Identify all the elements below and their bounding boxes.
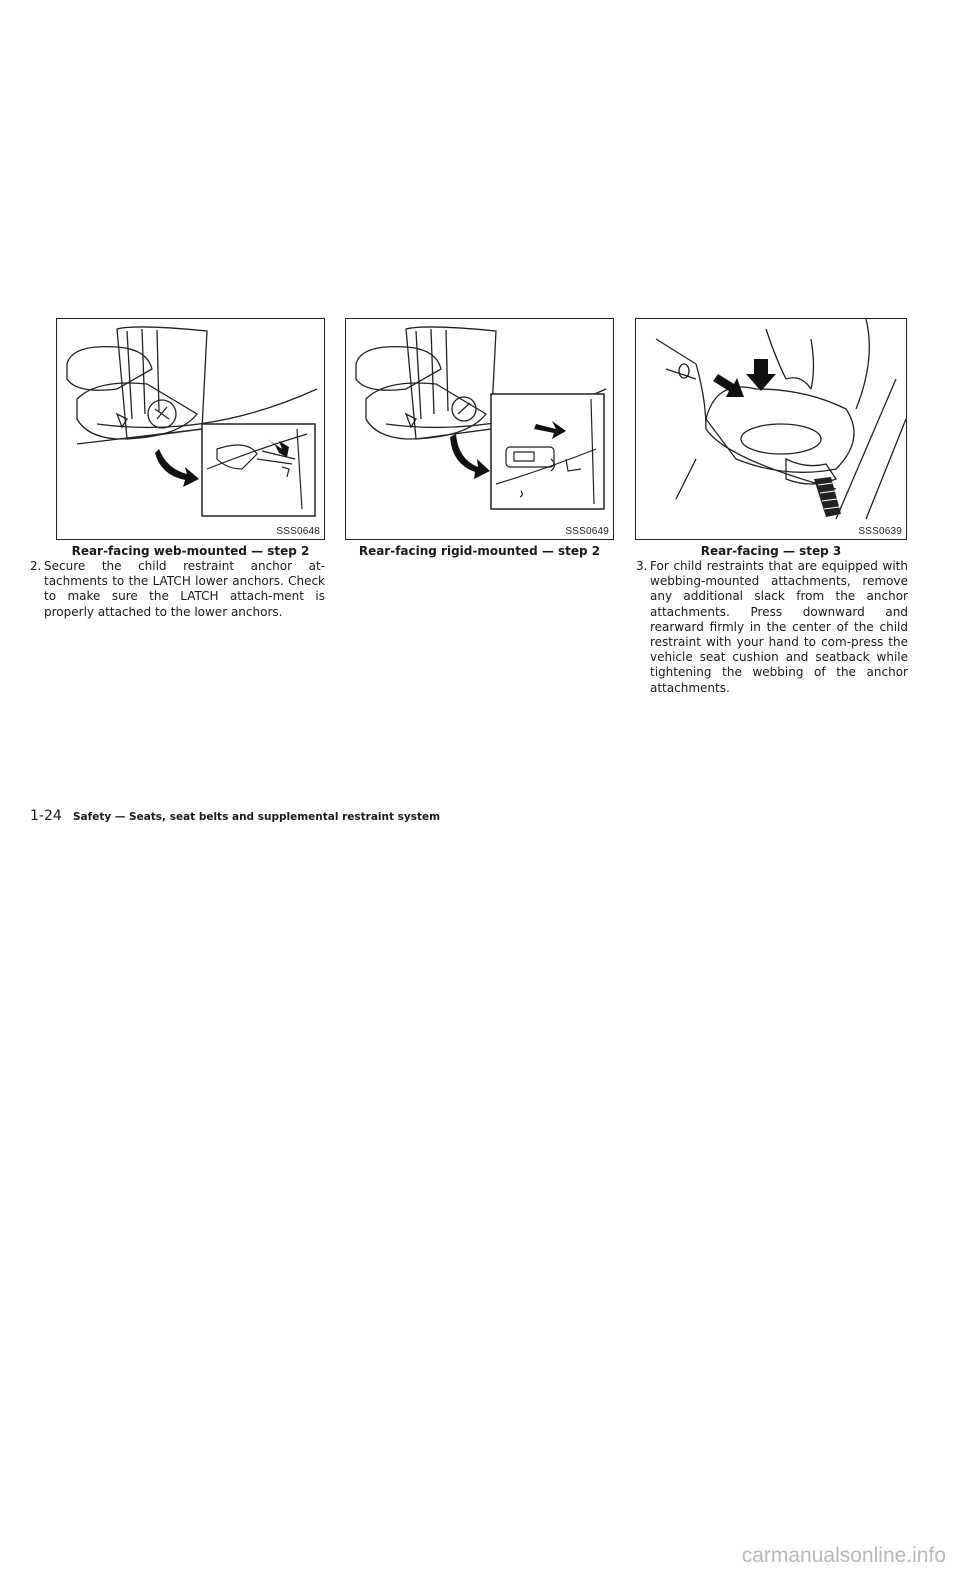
figure-code: SSS0639 bbox=[858, 526, 902, 537]
step-number: 3. bbox=[636, 559, 648, 573]
step-text: For child restraints that are equipped with webbing-mounted attachments, remove any additional slack from the anchor attachments. Press downward and rearward firmly in the center of the child restraint with your hand to com-press the vehicle seat cushion and seatback while tightening the webbing of the anchor attachments. bbox=[650, 559, 908, 695]
figure-caption: Rear-facing web-mounted — step 2 bbox=[71, 544, 310, 558]
watermark: carmanualsonline.info bbox=[741, 1544, 946, 1567]
step-2-paragraph bbox=[30, 559, 325, 620]
figure-step-3 bbox=[635, 318, 907, 540]
figure-web-mounted bbox=[56, 318, 325, 540]
step-number: 2. bbox=[30, 559, 42, 573]
section-title: Safety — Seats, seat belts and supplemental restraint system bbox=[73, 811, 441, 823]
illustration-web-mounted bbox=[57, 319, 326, 541]
figure-code: SSS0648 bbox=[276, 526, 320, 537]
step-3-paragraph bbox=[636, 559, 908, 696]
figure-caption: Rear-facing rigid-mounted — step 2 bbox=[358, 544, 601, 558]
illustration-step-3 bbox=[636, 319, 908, 541]
step-text: Secure the child restraint anchor at-tachments to the LATCH lower anchors. Check to make sure the LATCH attach-ment is properly attached to the lower anchors. bbox=[44, 559, 325, 619]
figure-code: SSS0649 bbox=[565, 526, 609, 537]
figure-rigid-mounted bbox=[345, 318, 614, 540]
figure-caption: Rear-facing — step 3 bbox=[700, 544, 842, 558]
illustration-rigid-mounted bbox=[346, 319, 615, 541]
page-number: 1-24 bbox=[30, 808, 62, 824]
